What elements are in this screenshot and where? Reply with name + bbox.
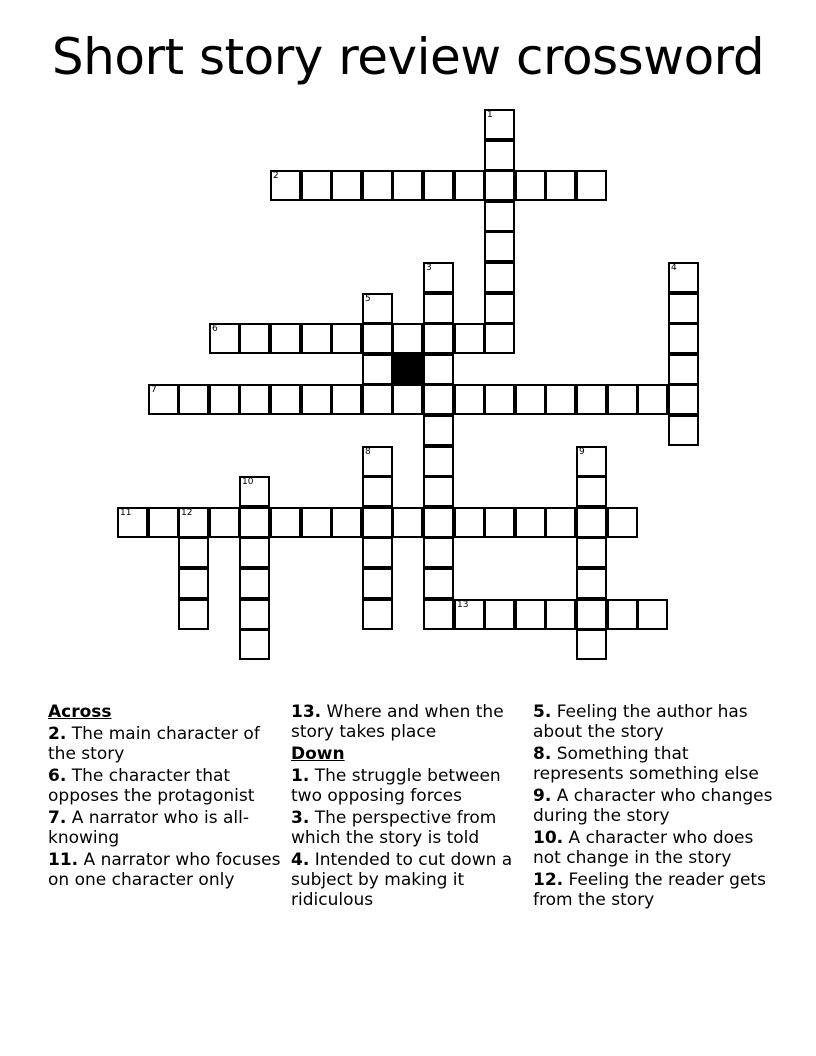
grid-cell[interactable] — [362, 476, 393, 507]
grid-cell[interactable] — [209, 507, 240, 538]
grid-cell[interactable] — [331, 323, 362, 354]
grid-cell[interactable] — [209, 384, 240, 415]
cell-number: 9 — [579, 447, 585, 457]
grid-cell[interactable] — [637, 599, 668, 630]
grid-cell[interactable] — [392, 323, 423, 354]
down-heading: Down — [291, 744, 345, 764]
grid-cell[interactable] — [270, 507, 301, 538]
grid-cell[interactable] — [301, 170, 332, 201]
cell-number: 7 — [151, 385, 157, 395]
grid-cell[interactable] — [301, 384, 332, 415]
across-heading: Across — [48, 702, 112, 722]
cell-number: 13 — [457, 600, 469, 610]
grid-cell[interactable] — [668, 415, 699, 446]
clue-number: 13. — [291, 702, 322, 722]
grid-cell[interactable] — [607, 599, 638, 630]
clue-down-9 — [533, 786, 773, 826]
grid-cell[interactable] — [576, 568, 607, 599]
grid-cell[interactable] — [607, 507, 638, 538]
grid-cell[interactable] — [392, 384, 423, 415]
clue-number: 5. — [533, 702, 552, 722]
grid-cell[interactable] — [637, 384, 668, 415]
clue-number: 6. — [48, 766, 67, 786]
grid-cell[interactable] — [668, 384, 699, 415]
clues-column-1 — [48, 702, 284, 892]
grid-cell[interactable] — [484, 170, 515, 201]
grid-cell[interactable] — [392, 507, 423, 538]
grid-cell[interactable] — [423, 293, 454, 324]
clue-text: A character who does not change in the story — [533, 828, 754, 868]
grid-cell[interactable] — [178, 384, 209, 415]
clue-number: 10. — [533, 828, 564, 848]
grid-cell[interactable] — [484, 293, 515, 324]
grid-cell[interactable] — [239, 537, 270, 568]
clue-text: A narrator who is all-knowing — [48, 808, 249, 848]
clues-column-3 — [533, 702, 773, 912]
cell-number: 3 — [426, 263, 432, 273]
clue-across-7 — [48, 808, 284, 848]
cell-number: 1 — [487, 110, 493, 120]
grid-cell[interactable] — [576, 507, 607, 538]
grid-cell[interactable] — [423, 384, 454, 415]
grid-cell[interactable] — [545, 599, 576, 630]
clue-down-10 — [533, 828, 773, 868]
grid-cell[interactable] — [362, 599, 393, 630]
grid-cell[interactable] — [301, 507, 332, 538]
grid-cell[interactable] — [484, 384, 515, 415]
clues-section — [0, 702, 816, 962]
grid-cell[interactable] — [668, 354, 699, 385]
grid-cell[interactable] — [576, 537, 607, 568]
clue-number: 8. — [533, 744, 552, 764]
grid-block — [392, 354, 423, 385]
grid-cell[interactable] — [270, 170, 301, 201]
clue-text: Feeling the reader gets from the story — [533, 870, 766, 910]
clue-number: 12. — [533, 870, 564, 890]
grid-cell[interactable] — [668, 293, 699, 324]
grid-cell[interactable] — [331, 384, 362, 415]
grid-cell[interactable] — [545, 384, 576, 415]
grid-cell[interactable] — [423, 262, 454, 293]
grid-cell[interactable] — [454, 507, 485, 538]
grid-cell[interactable] — [178, 599, 209, 630]
grid-cell[interactable] — [362, 170, 393, 201]
grid-cell[interactable] — [515, 599, 546, 630]
grid-cell[interactable] — [423, 415, 454, 446]
grid-cell[interactable] — [484, 140, 515, 171]
clues-column-2 — [291, 702, 529, 912]
grid-cell[interactable] — [239, 384, 270, 415]
clue-across-6 — [48, 766, 284, 806]
cell-number: 8 — [365, 447, 371, 457]
grid-cell[interactable] — [301, 323, 332, 354]
clue-text: A narrator who focuses on one character only — [48, 850, 281, 890]
grid-cell[interactable] — [178, 507, 209, 538]
clue-number: 4. — [291, 850, 310, 870]
grid-cell[interactable] — [362, 293, 393, 324]
grid-cell[interactable] — [423, 599, 454, 630]
cell-number: 11 — [120, 508, 132, 518]
clue-text: The struggle between two opposing forces — [291, 766, 501, 806]
clue-number: 1. — [291, 766, 310, 786]
grid-cell[interactable] — [331, 507, 362, 538]
grid-cell[interactable] — [178, 568, 209, 599]
grid-cell[interactable] — [545, 170, 576, 201]
grid-cell[interactable] — [454, 170, 485, 201]
grid-cell[interactable] — [362, 507, 393, 538]
grid-cell[interactable] — [484, 262, 515, 293]
grid-cell[interactable] — [576, 476, 607, 507]
grid-cell[interactable] — [270, 384, 301, 415]
cell-number: 6 — [212, 324, 218, 334]
grid-cell[interactable] — [484, 323, 515, 354]
grid-cell[interactable] — [484, 507, 515, 538]
clue-text: The main character of the story — [48, 724, 260, 764]
grid-cell[interactable] — [362, 323, 393, 354]
cell-number: 2 — [273, 171, 279, 181]
grid-cell[interactable] — [484, 201, 515, 232]
clue-across-13 — [291, 702, 529, 742]
clue-across-2 — [48, 724, 284, 764]
grid-cell[interactable] — [362, 354, 393, 385]
grid-cell[interactable] — [576, 384, 607, 415]
grid-cell[interactable] — [117, 507, 148, 538]
grid-cell[interactable] — [576, 170, 607, 201]
grid-cell[interactable] — [515, 384, 546, 415]
grid-cell[interactable] — [239, 568, 270, 599]
grid-cell[interactable] — [576, 629, 607, 660]
cell-number: 5 — [365, 294, 371, 304]
grid-cell[interactable] — [423, 354, 454, 385]
clue-across-11 — [48, 850, 284, 890]
grid-cell[interactable] — [178, 537, 209, 568]
grid-cell[interactable] — [515, 507, 546, 538]
grid-cell[interactable] — [239, 507, 270, 538]
grid-cell[interactable] — [239, 476, 270, 507]
clue-number: 7. — [48, 808, 67, 828]
grid-cell[interactable] — [270, 323, 301, 354]
clue-down-4 — [291, 850, 529, 910]
clue-down-12 — [533, 870, 773, 910]
clue-down-1 — [291, 766, 529, 806]
grid-cell[interactable] — [454, 323, 485, 354]
grid-cell[interactable] — [607, 384, 638, 415]
grid-cell[interactable] — [209, 323, 240, 354]
grid-cell[interactable] — [239, 323, 270, 354]
grid-cell[interactable] — [362, 568, 393, 599]
grid-cell[interactable] — [454, 384, 485, 415]
clue-text: Something that represents something else — [533, 744, 759, 784]
grid-cell[interactable] — [331, 170, 362, 201]
grid-cell[interactable] — [484, 231, 515, 262]
grid-cell[interactable] — [148, 507, 179, 538]
clue-text: The character that opposes the protagonist — [48, 766, 255, 806]
grid-cell[interactable] — [423, 323, 454, 354]
grid-cell[interactable] — [423, 170, 454, 201]
cell-number: 4 — [671, 263, 677, 273]
grid-cell[interactable] — [362, 537, 393, 568]
clue-number: 9. — [533, 786, 552, 806]
grid-cell[interactable] — [362, 446, 393, 477]
clue-number: 3. — [291, 808, 310, 828]
clue-text: The perspective from which the story is told — [291, 808, 497, 848]
grid-cell[interactable] — [423, 507, 454, 538]
grid-cell[interactable] — [148, 384, 179, 415]
grid-cell[interactable] — [239, 599, 270, 630]
grid-cell[interactable] — [668, 262, 699, 293]
clue-text: A character who changes during the story — [533, 786, 773, 826]
clue-text: Where and when the story takes place — [291, 702, 504, 742]
grid-cell[interactable] — [484, 109, 515, 140]
grid-cell[interactable] — [545, 507, 576, 538]
grid-cell[interactable] — [423, 446, 454, 477]
page-title: Short story review crossword — [51, 28, 765, 86]
grid-cell[interactable] — [668, 323, 699, 354]
grid-cell[interactable] — [239, 629, 270, 660]
grid-cell[interactable] — [392, 170, 423, 201]
grid-cell[interactable] — [362, 384, 393, 415]
grid-cell[interactable] — [515, 170, 546, 201]
clue-text: Intended to cut down a subject by making it ridiculous — [291, 850, 513, 910]
clue-number: 2. — [48, 724, 67, 744]
grid-cell[interactable] — [454, 599, 485, 630]
clue-text: Feeling the author has about the story — [533, 702, 748, 742]
grid-cell[interactable] — [423, 537, 454, 568]
clue-number: 11. — [48, 850, 79, 870]
clue-down-8 — [533, 744, 773, 784]
cell-number: 10 — [242, 477, 254, 487]
cell-number: 12 — [181, 508, 193, 518]
clue-down-3 — [291, 808, 529, 848]
grid-cell[interactable] — [423, 568, 454, 599]
grid-cell[interactable] — [576, 446, 607, 477]
grid-cell[interactable] — [484, 599, 515, 630]
clue-down-5 — [533, 702, 773, 742]
grid-cell[interactable] — [423, 476, 454, 507]
grid-cell[interactable] — [576, 599, 607, 630]
